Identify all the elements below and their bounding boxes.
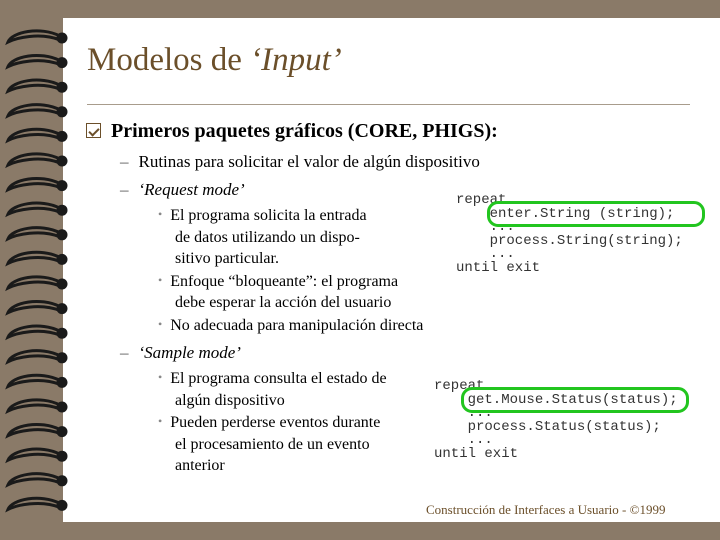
binding-ring bbox=[8, 154, 60, 165]
binding-ring bbox=[8, 178, 60, 189]
code-line: ... bbox=[434, 432, 493, 448]
binding-hole bbox=[57, 475, 68, 486]
binding-ring bbox=[8, 55, 60, 66]
code-line: until exit bbox=[456, 259, 541, 276]
binding-hole bbox=[57, 205, 68, 216]
binding-ring bbox=[8, 129, 60, 140]
sample-point-2-cont: el procesamiento de un evento bbox=[175, 435, 370, 453]
binding-ring bbox=[8, 375, 60, 386]
binding-hole bbox=[57, 229, 68, 240]
binding-ring bbox=[8, 424, 60, 435]
binding-hole bbox=[57, 352, 68, 363]
binding-ring bbox=[8, 80, 60, 91]
binding-hole bbox=[57, 500, 68, 511]
title-divider bbox=[87, 104, 690, 105]
binding-ring bbox=[8, 474, 60, 485]
sub-bullet-rutinas: – Rutinas para solicitar el valor de algún dispositivo bbox=[120, 152, 480, 171]
sub-bullet-request: – ‘Request mode’ bbox=[120, 180, 245, 199]
code-line-highlighted: get.Mouse.Status(status); bbox=[434, 394, 678, 408]
binding-ring bbox=[8, 203, 60, 214]
binding-hole bbox=[57, 180, 68, 191]
binding-hole bbox=[57, 33, 68, 44]
request-point-3: • No adecuada para manipulación directa bbox=[158, 316, 424, 334]
request-code-block bbox=[456, 194, 683, 275]
sample-points bbox=[158, 367, 438, 477]
binding-ring bbox=[8, 277, 60, 288]
binding-hole bbox=[57, 426, 68, 437]
binding-ring bbox=[8, 105, 60, 116]
code-line: until exit bbox=[434, 445, 519, 462]
binding-hole bbox=[57, 279, 68, 290]
binding-ring bbox=[8, 228, 60, 239]
main-bullet: Primeros paquetes gráficos (CORE, PHIGS): bbox=[86, 120, 498, 143]
binding-ring bbox=[8, 449, 60, 460]
code-line: repeat bbox=[434, 378, 485, 394]
binding-hole bbox=[57, 303, 68, 314]
binding-hole bbox=[57, 451, 68, 462]
request-points bbox=[158, 204, 458, 336]
slide-title: Modelos de ‘Input’ bbox=[87, 42, 342, 78]
code-line: process.Status(status); bbox=[434, 418, 661, 435]
sub-bullet-sample: – ‘Sample mode’ bbox=[120, 343, 241, 362]
request-point-1-cont2: sitivo particular. bbox=[175, 250, 279, 267]
binding-ring bbox=[8, 31, 60, 42]
sample-point-2-cont2: anterior bbox=[175, 457, 225, 474]
binding-ring bbox=[8, 351, 60, 362]
binding-ring bbox=[8, 400, 60, 411]
slide-footer: Construcción de Interfaces a Usuario - ©1999 bbox=[426, 502, 666, 517]
binding-ring bbox=[8, 326, 60, 337]
sample-code-block bbox=[434, 380, 678, 461]
binding-ring bbox=[8, 301, 60, 312]
code-line: ... bbox=[434, 405, 493, 421]
request-point-2-cont: debe esperar la acción del usuario bbox=[175, 294, 392, 311]
binding-hole bbox=[57, 82, 68, 93]
binding-hole bbox=[57, 156, 68, 167]
binding-hole bbox=[57, 377, 68, 388]
binding-hole bbox=[57, 106, 68, 117]
code-line: ... bbox=[456, 219, 515, 235]
sample-point-1: • El programa consulta el estado de bbox=[158, 370, 387, 387]
binding-hole bbox=[57, 328, 68, 339]
request-point-2: • Enfoque “bloqueante”: el programa bbox=[158, 272, 399, 290]
binding-hole bbox=[57, 254, 68, 265]
code-line: ... bbox=[456, 246, 515, 262]
binding-ring bbox=[8, 252, 60, 263]
code-line: process.String(string); bbox=[456, 232, 683, 249]
binding-ring bbox=[8, 498, 60, 509]
sample-point-2: • Pueden perderse eventos durante bbox=[158, 414, 381, 431]
checkbox-bullet-icon bbox=[86, 123, 101, 138]
request-point-1: • El programa solicita la entrada bbox=[158, 207, 367, 224]
binding-hole bbox=[57, 402, 68, 413]
highlight-ring bbox=[464, 390, 686, 410]
code-line-highlighted: enter.String (string); bbox=[456, 208, 683, 222]
sample-point-1-cont: algún dispositivo bbox=[175, 391, 285, 409]
spiral-binding bbox=[0, 0, 80, 540]
binding-hole bbox=[57, 131, 68, 142]
binding-hole bbox=[57, 57, 68, 68]
highlight-ring bbox=[490, 204, 702, 224]
code-line: repeat bbox=[456, 192, 507, 208]
request-point-1-cont: de datos utilizando un dispo- bbox=[175, 228, 360, 246]
